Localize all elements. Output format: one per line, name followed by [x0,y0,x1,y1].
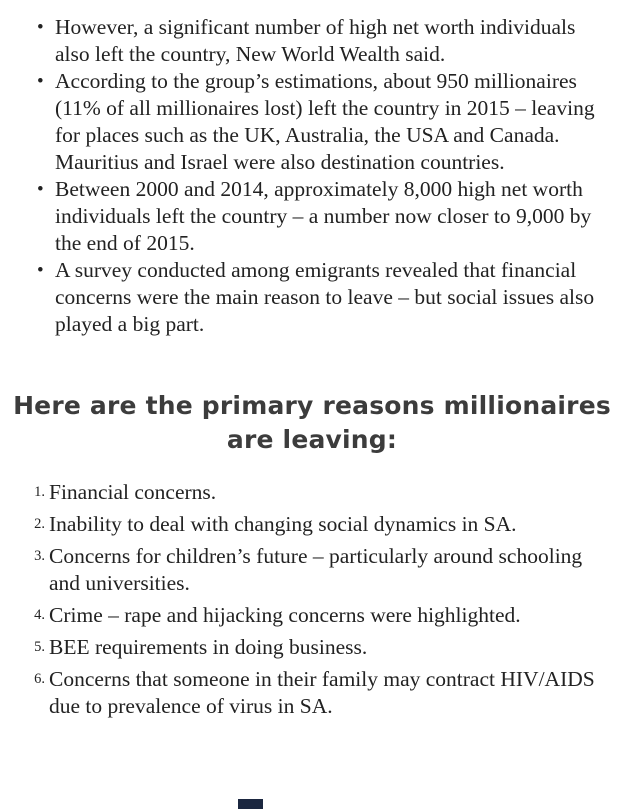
numbered-list [0,457,624,720]
numbered-item [0,543,624,597]
list-number: 2. [34,516,45,532]
numbered-text: Financial concerns. [49,480,217,504]
bullet-text: However, a significant number of high net worth individuals also left the country, New World Wealth said. [55,15,576,66]
bullet-icon: • [37,17,44,38]
list-number: 1. [34,484,45,500]
list-number: 6. [34,671,45,687]
numbered-text: Concerns for children’s future – particularly around schooling and universities. [49,544,583,595]
bullet-list [0,0,624,338]
bullet-text: According to the group’s estimations, about 950 millionaires (11% of all millionaires lost) left the country in 2015 – leaving for places such as the UK, Australia, the USA and Canada. Mauritius and Israel were also destination countries. [55,69,595,174]
numbered-text: BEE requirements in doing business. [49,635,368,659]
bullet-item [0,68,624,176]
bullet-text: A survey conducted among emigrants revealed that financial concerns were the main reason to leave – but social issues also played a big part. [55,258,595,336]
list-number: 3. [34,548,45,564]
numbered-item [0,479,624,506]
numbered-item [0,666,624,720]
bullet-icon: • [37,179,44,200]
numbered-text: Crime – rape and hijacking concerns were highlighted. [49,603,521,627]
section-heading: Here are the primary reasons millionaires are leaving: [13,391,611,454]
bullet-item [0,176,624,257]
list-number: 4. [34,607,45,623]
bullet-text: Between 2000 and 2014, approximately 8,000 high net worth individuals left the country – a number now closer to 9,000 by the end of 2015. [55,177,592,255]
numbered-text: Inability to deal with changing social dynamics in SA. [49,512,517,536]
numbered-item [0,511,624,538]
bullet-item [0,257,624,338]
numbered-item [0,602,624,629]
partial-next-element-bar [238,799,263,809]
list-number: 5. [34,639,45,655]
numbered-text: Concerns that someone in their family may contract HIV/AIDS due to prevalence of virus in SA. [49,667,595,718]
bullet-icon: • [37,260,44,281]
numbered-item [0,634,624,661]
bullet-icon: • [37,71,44,92]
bullet-item [0,14,624,68]
